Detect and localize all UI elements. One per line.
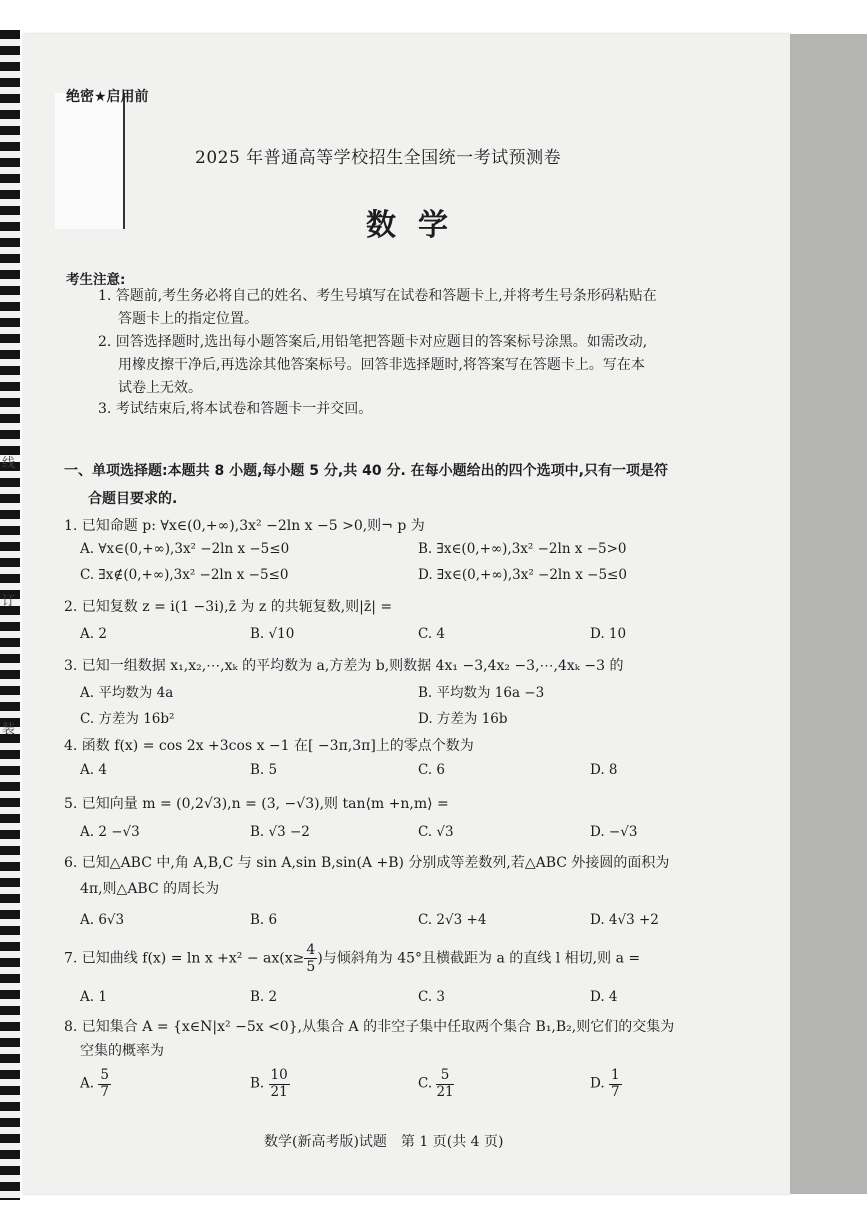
fraction bbox=[304, 942, 317, 975]
notice-line: 试卷上无效。 bbox=[118, 380, 202, 396]
notice-line: 答题卡上的指定位置。 bbox=[118, 311, 258, 327]
stem-text: )与倾斜角为 45°且横截距为 a 的直线 l 相切,则 a = bbox=[317, 950, 641, 967]
option-b: B. √10 bbox=[250, 626, 295, 642]
option-c: C. √3 bbox=[418, 824, 454, 840]
option-b: B. 5 bbox=[250, 762, 278, 778]
option-c: C. ∃x∉(0,+∞),3x² −2ln x −5≤0 bbox=[80, 567, 289, 583]
question-2-stem: 2. 已知复数 z = i(1 −3i),z̄ 为 z 的共轭复数,则|z̄| = bbox=[64, 599, 393, 615]
option-a: A. 2 −√3 bbox=[80, 824, 140, 840]
denominator: 21 bbox=[436, 1083, 454, 1100]
question-8-stem: 8. 已知集合 A = {x∈N|x² −5x <0},从集合 A 的非空子集中任取两个集合 B₁,B₂,则它们的交集为 bbox=[64, 1019, 675, 1035]
binding-mark: 装 bbox=[2, 722, 16, 737]
fraction bbox=[269, 1068, 290, 1100]
notice-heading: 考生注意: bbox=[66, 272, 126, 288]
question-6-stem: 6. 已知△ABC 中,角 A,B,C 与 sin A,sin B,sin(A +B) 分别成等差数列,若△ABC 外接圆的面积为 bbox=[64, 855, 670, 871]
notice-line: 用橡皮擦干净后,再选涂其他答案标号。回答非选择题时,将答案写在答题卡上。写在本 bbox=[118, 357, 645, 373]
option-d: D. ∃x∈(0,+∞),3x² −2ln x −5≤0 bbox=[418, 567, 627, 583]
exam-title: 2025 年普通高等学校招生全国统一考试预测卷 bbox=[195, 148, 562, 168]
stem-text: 7. 已知曲线 f(x) = ln x +x² − ax(x≥ bbox=[64, 950, 305, 967]
option-d: D. 10 bbox=[590, 626, 627, 642]
question-1-stem: 1. 已知命题 p: ∀x∈(0,+∞),3x² −2ln x −5 >0,则¬ p 为 bbox=[64, 518, 425, 534]
denominator: 21 bbox=[270, 1083, 288, 1100]
numerator: 5 bbox=[100, 1067, 109, 1083]
option-b: B. ∃x∈(0,+∞),3x² −2ln x −5>0 bbox=[418, 541, 627, 557]
option-c bbox=[418, 1068, 454, 1100]
option-d: D. 4 bbox=[590, 989, 618, 1005]
option-b: B. √3 −2 bbox=[250, 824, 310, 840]
option-a: A. 1 bbox=[80, 989, 107, 1005]
option-c: C. 4 bbox=[418, 626, 446, 642]
numerator: 5 bbox=[436, 1068, 453, 1085]
denominator: 7 bbox=[610, 1083, 620, 1100]
option-label: A. bbox=[80, 1075, 95, 1092]
denominator: 5 bbox=[306, 959, 316, 976]
binder-strip bbox=[0, 30, 20, 1200]
notice-line: 1. 答题前,考生务必将自己的姓名、考生号填写在试卷和答题卡上,并将考生号条形码粘贴在 bbox=[98, 288, 657, 304]
notice-line: 3. 考试结束后,将本试卷和答题卡一并交回。 bbox=[98, 401, 373, 417]
option-b bbox=[250, 1068, 290, 1100]
option-label: B. bbox=[250, 1075, 265, 1092]
question-8-stem-cont: 空集的概率为 bbox=[80, 1043, 164, 1059]
fraction bbox=[609, 1068, 622, 1100]
option-d: D. 4√3 +2 bbox=[590, 912, 659, 928]
option-b: B. 平均数为 16a −3 bbox=[418, 685, 545, 701]
binding-mark: 线 bbox=[2, 456, 16, 471]
option-a: A. 4 bbox=[80, 762, 107, 778]
option-c: C. 3 bbox=[418, 989, 446, 1005]
option-b: B. 2 bbox=[250, 989, 278, 1005]
question-4-stem: 4. 函数 f(x) = cos 2x +3cos x −1 在[ −3π,3π]上的零点个数为 bbox=[64, 738, 474, 754]
option-a: A. 平均数为 4a bbox=[80, 685, 174, 701]
fraction bbox=[98, 1068, 111, 1100]
option-d: D. 8 bbox=[590, 762, 618, 778]
corner-sticker bbox=[55, 93, 125, 229]
numerator: 10 bbox=[270, 1067, 288, 1083]
option-a: A. ∀x∈(0,+∞),3x² −2ln x −5≤0 bbox=[80, 541, 290, 557]
option-a: A. 6√3 bbox=[80, 912, 125, 928]
page-footer: 数学(新高考版)试题 第 1 页(共 4 页) bbox=[264, 1134, 504, 1150]
option-c: C. 2√3 +4 bbox=[418, 912, 487, 928]
numerator: 4 bbox=[306, 942, 316, 958]
notice-line: 2. 回答选择题时,选出每小题答案后,用铅笔把答题卡对应题目的答案标号涂黑。如需改动, bbox=[98, 334, 648, 350]
option-c: C. 6 bbox=[418, 762, 446, 778]
fraction bbox=[436, 1068, 453, 1100]
question-5-stem: 5. 已知向量 m = (0,2√3),n = (3, −√3),则 tan⟨m +n,m⟩ = bbox=[64, 796, 449, 812]
option-d: D. −√3 bbox=[590, 824, 638, 840]
option-d: D. 方差为 16b bbox=[418, 711, 508, 727]
subject-title: 数学 bbox=[366, 208, 470, 243]
option-b: B. 6 bbox=[250, 912, 278, 928]
confidential-label: 绝密★启用前 bbox=[66, 89, 149, 105]
option-label: C. bbox=[418, 1075, 433, 1092]
denominator: 7 bbox=[100, 1083, 109, 1100]
numerator: 1 bbox=[610, 1067, 620, 1083]
section-heading-cont: 合题目要求的. bbox=[88, 491, 178, 507]
option-a bbox=[80, 1068, 111, 1100]
option-c: C. 方差为 16b² bbox=[80, 711, 175, 727]
option-d bbox=[590, 1068, 622, 1100]
question-3-stem: 3. 已知一组数据 x₁,x₂,⋯,xₖ 的平均数为 a,方差为 b,则数据 4x₁ −3,4x₂ −3,⋯,4xₖ −3 的 bbox=[64, 658, 624, 674]
section-heading: 一、单项选择题:本题共 8 小题,每小题 5 分,共 40 分. 在每小题给出的四个选项中,只有一项是符 bbox=[64, 463, 668, 479]
option-a: A. 2 bbox=[80, 626, 107, 642]
question-7-stem bbox=[64, 942, 640, 975]
background-surface bbox=[790, 34, 867, 1194]
binding-mark: 订 bbox=[2, 594, 16, 609]
option-label: D. bbox=[590, 1075, 605, 1092]
question-6-stem-cont: 4π,则△ABC 的周长为 bbox=[80, 881, 220, 897]
